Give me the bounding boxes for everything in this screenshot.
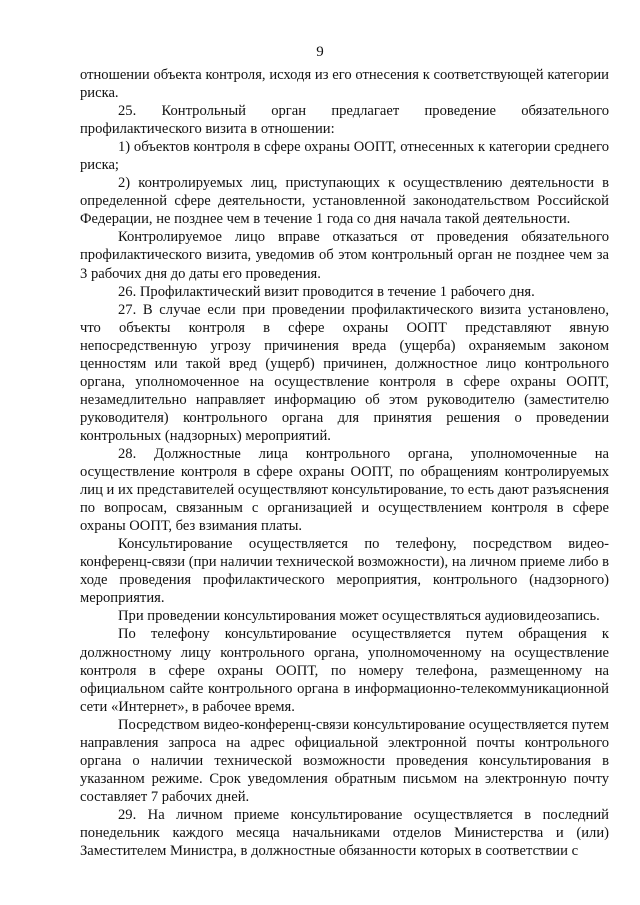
paragraph-26: 26. Профилактический визит проводится в течение 1 рабочего дня. [118, 283, 535, 300]
paragraph-recording: При проведении консультирования может осуществляться аудиовидеозапись. [118, 608, 600, 625]
paragraph-refusal: Контролируемое лицо вправе отказаться от проведения обязательного профилактического визита, уведомив об этом контрольный орган не позднее чем за 3 рабочих дня до даты его проведения. [80, 229, 609, 282]
paragraph-video: Посредством видео-конференц-связи консультирование осуществляется путем направления запроса на адрес официальной электронной почты контрольного органа о наличии технической возможности проведения консультирования в указанном режиме. Срок уведомления обратным письмом на электронную почту составляет 7 рабочих дней. [80, 716, 609, 805]
page-number: 9 [316, 44, 324, 60]
paragraph-consulting-methods: Консультирование осуществляется по телефону, посредством видео-конференц-связи (при наличии технической возможности), на личном приеме либо в ходе проведения профилактического мероприятия, контрольного (надзорного) мероприятия. [80, 536, 610, 607]
paragraph-25-item-1: 1) объектов контроля в сфере охраны ООПТ, отнесенных к категории среднего риска; [80, 139, 609, 174]
paragraph-25-item-2: 2) контролируемых лиц, приступающих к осуществлению деятельности в определенной сфере деятельности, установленной законодательством Российской Федерации, не позднее чем в течение 1 года со дня начала такой деятельности. [80, 175, 609, 228]
paragraph-continuation: отношении объекта контроля, исходя из его отнесения к соответствующей категории риска. [80, 67, 609, 102]
paragraph-28: 28. Должностные лица контрольного органа, уполномоченные на осуществление контроля в сфере охраны ООПТ, по обращениям контролируемых лиц и их представителей осуществляют консультирование, то есть дают разъяснения по вопросам, связанным с организацией и осуществлением контроля в сфере охраны ООПТ, без взимания платы. [80, 445, 610, 535]
document-body [80, 66, 609, 860]
paragraph-27: 27. В случае если при проведении профилактического визита установлено, что объекты контроля в сфере охраны ООПТ представляют явную непосредственную угрозу причинения вреда (ущерба) охраняемым законом ценностям или такой вред (ущерб) причинен, должностное лицо контрольного органа, уполномоченное на осуществление контроля в сфере охраны ООПТ, незамедлительно направляет информацию об этом руководителю (заместителю руководителя) контрольного органа для принятия решения о проведении контрольных (надзорных) мероприятий. [80, 301, 609, 444]
paragraph-phone: По телефону консультирование осуществляется путем обращения к должностному лицу контрольного органа, уполномоченному на осуществление контроля в сфере охраны ООПТ, по номеру телефона, размещенному на официальном сайте контрольного органа в информационно-телекоммуникационной сети «Интернет», в рабочее время. [80, 626, 609, 715]
paragraph-25: 25. Контрольный орган предлагает проведение обязательного профилактического визита в отношении: [80, 103, 609, 138]
paragraph-29: 29. На личном приеме консультирование осуществляется в последний понедельник каждого месяца начальниками отделов Министерства и (или) Заместителем Министра, в должностные обязанности которых в соответствии с [80, 806, 609, 860]
